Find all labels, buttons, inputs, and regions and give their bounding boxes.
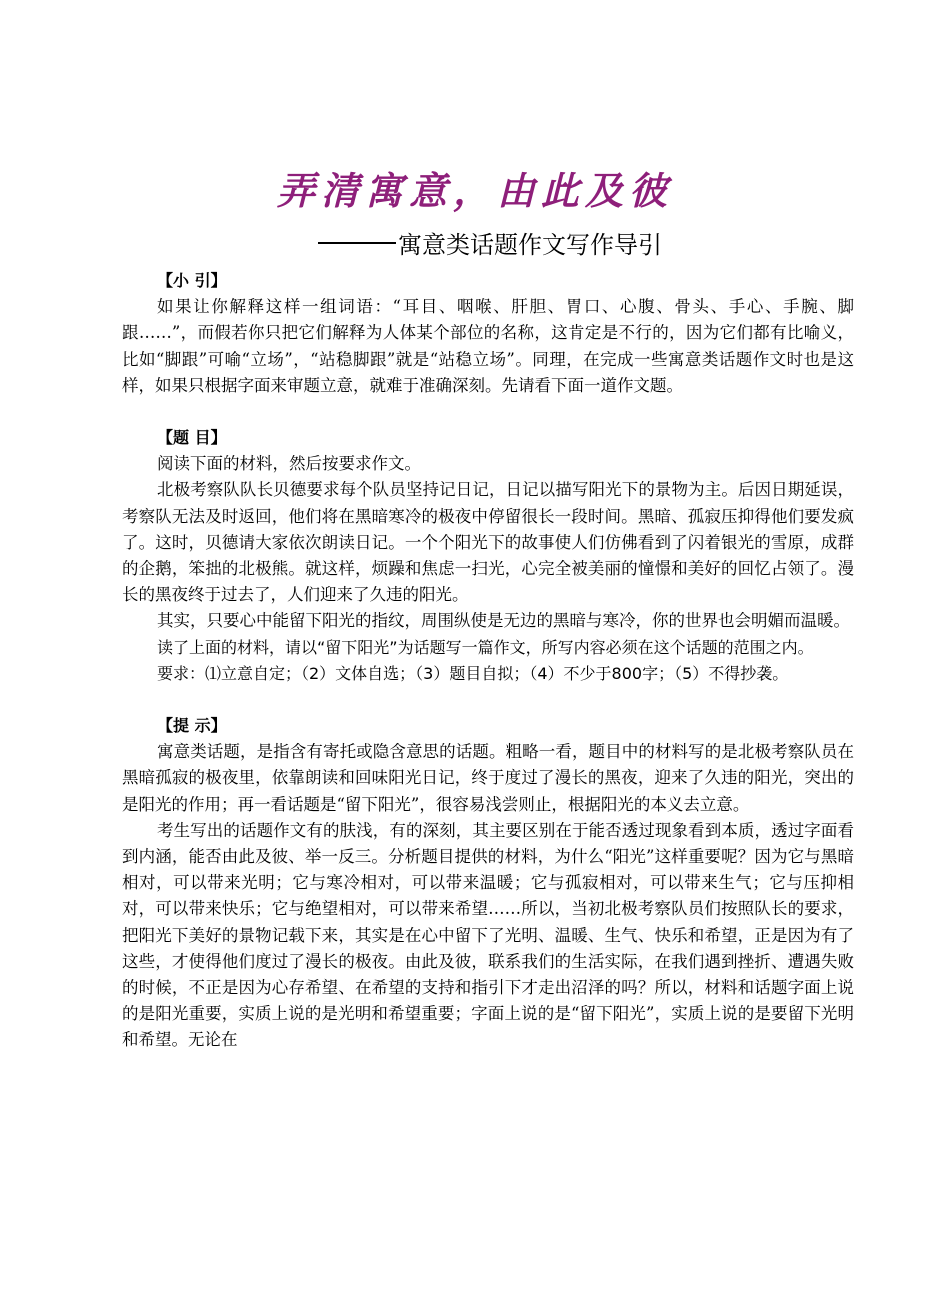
section-gap xyxy=(122,399,854,425)
topic-paragraph: 北极考察队队长贝德要求每个队员坚持记日记，日记以描写阳光下的景物为主。后因日期延误，考察队无法及时返回，他们将在黑暗寒冷的极夜中停留很长一段时间。黑暗、孤寂压抑得他们要发疯了。这时，贝德请大家依次朗读日记。一个个阳光下的故事使人们仿佛看到了闪着银光的雪原，成群的企鹅，笨拙的北极熊。就这样，烦躁和焦虑一扫光，心完全被美丽的憧憬和美好的回忆占领了。漫长的黑夜终于过去了，人们迎来了久违的阳光。 xyxy=(122,480,854,605)
hint-paragraph: 寓意类话题，是指含有寄托或隐含意思的话题。粗略一看，题目中的材料写的是北极考察队员在黑暗孤寂的极夜里，依靠朗读和回味阳光日记，终于度过了漫长的黑夜，迎来了久违的阳光，突出的是阳光的作用；再一看话题是“留下阳光”，很容易浅尝则止，根据阳光的本义去立意。 xyxy=(122,742,854,814)
intro-heading: 【小 引】 xyxy=(157,271,227,290)
topic-paragraph: 阅读下面的材料，然后按要求作文。 xyxy=(157,454,421,474)
hint-heading: 【提 示】 xyxy=(157,716,227,736)
topic-paragraph: 读了上面的材料，请以“留下阳光”为话题写一篇作文，所写内容必须在这个话题的范围之内。 xyxy=(157,637,814,657)
intro-section xyxy=(122,268,854,399)
topic-paragraph: 其实，只要心中能留下阳光的指纹，周围纵使是无边的黑暗与寒冷，你的世界也会明媚而温暖。 xyxy=(157,611,850,631)
intro-paragraph: 如果让你解释这样一组词语：“耳目、咽喉、肝胆、胃口、心腹、骨头、手心、手腕、脚跟……”，而假若你只把它们解释为人体某个部位的名称，这肯定是不行的，因为它们都有比喻义，比如“脚跟”可喻“立场”，“站稳脚跟”就是“站稳立场”。同理，在完成一些寓意类话题作文时也是这样，如果只根据字面来审题立意，就难于准确深刻。先请看下面一道作文题。 xyxy=(122,297,854,395)
topic-heading: 【题 目】 xyxy=(157,428,227,448)
subtitle-text: 寓意类话题作文写作导引 xyxy=(398,231,662,259)
document-subtitle xyxy=(318,228,662,262)
hint-paragraph: 考生写出的话题作文有的肤浅，有的深刻，其主要区别在于能否透过现象看到本质，透过字面看到内涵，能否由此及彼、举一反三。分析题目提供的材料，为什么“阳光”这样重要呢？因为它与黑暗相对，可以带来光明；它与寒冷相对，可以带来温暖；它与孤寂相对，可以带来生气；它与压抑相对，可以带来快乐；它与绝望相对，可以带来希望……所以，当初北极考察队员们按照队长的要求，把阳光下美好的景物记载下来，其实是在心中留下了光明、温暖、生气、快乐和希望，正是因为有了这些，才使得他们度过了漫长的极夜。由此及彼，联系我们的生活实际，在我们遇到挫折、遭遇失败的时候，不正是因为心存希望、在希望的支持和指引下才走出沼泽的吗？所以，材料和话题字面上说的是阳光重要，实质上说的是光明和希望重要；字面上说的是“留下阳光”，实质上说的是要留下光明和希望。无论在 xyxy=(122,820,854,1050)
section-gap xyxy=(122,687,854,713)
hint-section xyxy=(122,713,854,1054)
topic-requirements: 要求：⑴立意自定；（2）文体自选；（3）题目自拟；（4）不少于800字；（5）不得抄袭。 xyxy=(157,663,789,683)
subtitle-dash xyxy=(318,242,396,244)
topic-section xyxy=(122,425,854,687)
document-title: 弄清寓意，由此及彼 xyxy=(276,168,673,213)
document-body xyxy=(122,268,854,1054)
